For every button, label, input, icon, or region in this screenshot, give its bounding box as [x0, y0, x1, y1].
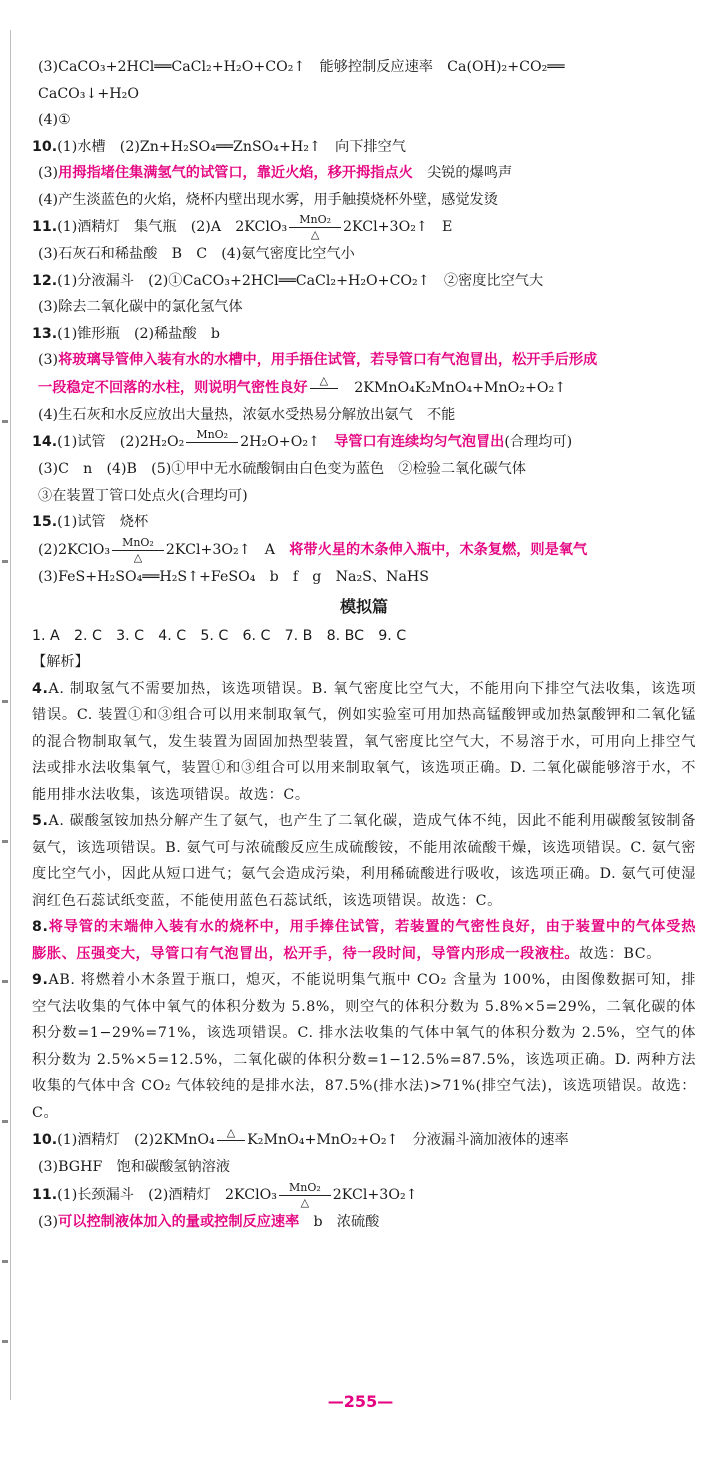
answer-text: 2KCl+3O₂↑ A — [165, 541, 290, 558]
analysis-label: 【解析】 — [32, 654, 89, 670]
highlighted-answer: 可以控制液体加入的量或控制反应速率 — [58, 1213, 300, 1230]
answer-text: (3)CaCO₃+2HCl══CaCl₂+H₂O+CO₂↑ 能够控制反应速率 Ca(OH)₂+CO₂══ — [38, 59, 565, 75]
answer-line — [32, 107, 696, 134]
condition-top: MnO₂ — [289, 213, 341, 228]
answer-line — [32, 54, 696, 81]
answer-text: (3) — [38, 165, 59, 181]
condition-bottom — [310, 389, 338, 402]
condition-bottom — [217, 1141, 245, 1154]
analysis-paragraph — [32, 808, 696, 914]
answer-line — [32, 268, 696, 295]
answer-text: K₂MnO₄+MnO₂+O₂↑ — [414, 379, 567, 396]
question-number: 5. — [32, 813, 49, 829]
answer-line — [32, 187, 696, 214]
question-number: 8. — [32, 919, 49, 935]
answer-text: (3) — [38, 352, 59, 368]
answer-page-content — [32, 54, 696, 1235]
condition-top: MnO₂ — [186, 428, 238, 443]
highlighted-answer: 将导管的末端伸入装有水的烧杯中，用手捧住试管，若装置的气密性良好，由于装置中的气体受热膨胀、压强变大，导管口有气泡冒出，松开手，待一段时间，导管内形成一段液柱。 — [32, 919, 696, 962]
answer-text: ③在装置丁管口处点火(合理均可) — [38, 487, 248, 504]
highlighted-answer: 将玻璃导管伸入装有水的水槽中，用手捂住试管，若导管口有气泡冒出，松开手后形成 — [58, 352, 598, 368]
condition-top: △ — [310, 374, 338, 389]
answer-line — [32, 402, 696, 429]
answer-text: (3)C n (4)B (5)①甲中无水硫酸铜由白色变为蓝色 ②检验二氧化碳气体 — [38, 461, 526, 477]
answer-text: (4)产生淡蓝色的火焰，烧杯内壁出现水雾，用手触摸烧杯外壁，感觉发烫 — [38, 191, 498, 208]
margin-tick — [2, 560, 8, 563]
answer-text: 2H₂O+O₂↑ — [240, 434, 335, 450]
answer-line — [32, 509, 696, 536]
margin-tick — [2, 420, 8, 423]
answer-text: (1)锥形瓶 (2)稀盐酸 b — [57, 325, 220, 342]
analysis-text: 故选：BC。 — [579, 945, 662, 962]
analysis-text: A. 制取氢气不需要加热，该选项错误。B. 氧气密度比空气大，不能用向下排空气法收集，该选项错误。C. 装置①和③组合可以用来制取氧气，例如实验室可用加热高锰酸钾或加热氯酸钾和二氧化锰的混合物制取氧气，发生装置为固固加热型装置，氧气密度比空气大，不易溶于水，可用向上排空气法或排水法收集氧气，装置①和③组合可以用来制取氧气，该选项正确。D. 二氧化碳能够溶于水，不能用排水法收集，该选项错误。故选：C。 — [32, 680, 696, 803]
answer-text: K₂MnO₄+MnO₂+O₂↑ 分液漏斗滴加液体的速率 — [247, 1132, 569, 1148]
answer-line — [32, 1181, 696, 1209]
answer-text: 尖锐的爆鸣声 — [412, 165, 513, 181]
answer-text: (3)FeS+H₂SO₄══H₂S↑+FeSO₄ b f g Na₂S、NaHS — [38, 568, 430, 585]
answer-text: (4)① — [38, 112, 71, 128]
answer-text: (1)试管 (2)2H₂O₂ — [57, 434, 185, 450]
answer-line — [32, 1209, 696, 1236]
answer-line — [32, 1126, 696, 1154]
question-number: 15. — [32, 514, 58, 530]
highlighted-answer: 导管口有连续均匀气泡冒出 — [334, 434, 505, 450]
answer-text: (3) — [38, 1213, 59, 1230]
condition-bottom: △ — [133, 550, 143, 564]
answer-text: CaCO₃↓+H₂O — [38, 85, 139, 102]
choice-answers: 1. A 2. C 3. C 4. C 5. C 6. C 7. B 8. BC 9. C — [32, 627, 407, 644]
answer-line — [32, 321, 696, 348]
answer-line — [32, 241, 696, 268]
answer-line — [32, 456, 696, 483]
margin-tick — [2, 700, 8, 703]
margin-tick — [2, 840, 8, 843]
answer-line — [32, 374, 696, 402]
answer-line — [32, 160, 696, 187]
analysis-paragraph — [32, 967, 696, 1126]
answer-text: (1)水槽 (2)Zn+H₂SO₄══ZnSO₄+H₂↑ 向下排空气 — [57, 138, 406, 155]
answer-text: 2KCl+3O₂↑ — [332, 1186, 418, 1203]
answer-text: (3)BGHF 饱和碳酸氢钠溶液 — [38, 1159, 231, 1175]
answer-text: (1)酒精灯 集气瓶 (2)A 2KClO₃ — [57, 219, 288, 235]
reaction-condition — [217, 1126, 245, 1154]
question-number: 9. — [32, 972, 49, 988]
answer-line — [32, 564, 696, 591]
answer-text: 2KMnO₄ — [340, 379, 415, 396]
answer-line — [32, 81, 696, 108]
answer-text: (1)长颈漏斗 (2)酒精灯 2KClO₃ — [57, 1186, 277, 1203]
answer-text: (3)除去二氧化碳中的氯化氢气体 — [38, 299, 243, 315]
question-number: 14. — [32, 434, 58, 450]
answer-line — [32, 134, 696, 161]
left-margin-marks — [0, 0, 12, 1462]
reaction-condition — [279, 1181, 331, 1209]
question-number: 13. — [32, 325, 58, 342]
highlighted-answer: 将带火星的木条伸入瓶中，木条复燃，则是氧气 — [289, 541, 588, 558]
answer-line — [32, 536, 696, 564]
answer-text: (2)2KClO₃ — [38, 541, 111, 558]
condition-top: MnO₂ — [279, 1181, 331, 1196]
answer-line — [32, 483, 696, 510]
margin-tick — [2, 1120, 8, 1123]
answer-text: b 浓硫酸 — [299, 1213, 380, 1230]
question-number: 11. — [32, 1186, 58, 1203]
question-number: 11. — [32, 219, 58, 235]
reaction-condition — [310, 374, 338, 402]
answer-text: 2KCl+3O₂↑ E — [343, 219, 453, 235]
condition-top: △ — [217, 1126, 245, 1141]
answers-part-2 — [32, 1126, 696, 1235]
margin-tick — [2, 1260, 8, 1263]
highlighted-answer: 用拇指堵住集满氢气的试管口，靠近火焰，移开拇指点火 — [58, 165, 413, 181]
section-title: 模拟篇 — [339, 597, 388, 616]
analysis-text: A. 碳酸氢铵加热分解产生了氨气，也产生了二氧化碳，造成气体不纯，因此不能利用碳酸氢铵制备氨气，该选项错误。B. 氨气可与浓硫酸反应生成硫酸铵，不能用浓硫酸干燥，该选项错误。C. 氨气密度比空气小，因此从短口进气；氨气会造成污染，利用稀硫酸进行吸收，该选项正确。D. 氨气可使湿润红色石蕊试纸变蓝，不能使用蓝色石蕊试纸，该选项错误。故选：C。 — [32, 813, 696, 909]
answer-text: (4)生石灰和水反应放出大量热，浓氨水受热易分解放出氨气 不能 — [38, 406, 456, 423]
question-number: 10. — [32, 1132, 58, 1148]
reaction-condition — [186, 428, 238, 456]
analysis-paragraph — [32, 676, 696, 809]
condition-bottom: △ — [310, 228, 320, 241]
highlighted-answer: 一段稳定不回落的水柱，则说明气密性良好 — [38, 379, 308, 396]
question-number: 10. — [32, 138, 58, 155]
answer-text: (1)分液漏斗 (2)①CaCO₃+2HCl══CaCl₂+H₂O+CO₂↑ ②密度比空气大 — [57, 272, 544, 289]
analysis-paragraphs — [32, 676, 696, 1127]
answer-text: (1)试管 烧杯 — [57, 514, 149, 530]
condition-top: MnO₂ — [112, 536, 164, 551]
condition-bottom — [186, 443, 238, 456]
question-number: 12. — [32, 272, 58, 289]
page-number: —255— — [327, 1392, 394, 1411]
answer-text: (3)石灰石和稀盐酸 B C (4)氨气密度比空气小 — [38, 246, 355, 262]
answer-text: (合理均可) — [504, 434, 573, 450]
answers-part-1 — [32, 54, 696, 590]
margin-tick — [2, 980, 8, 983]
analysis-text: AB. 将燃着小木条置于瓶口，熄灭，不能说明集气瓶中 CO₂ 含量为 100%，由图像数据可知，排空气法收集的气体中氧气的体积分数为 5.8%，则空气的体积分数为 5.8%×5=29%，二氧化碳的体积分数=1−29%=71%，该选项错误。C. 排水法收集的气体中氧气的体积分数为 2.5%，空气的体积分数为 2.5%×5=12.5%，二氧化碳的体积分数=1−12.5%=87.5%，该选项正确。D. 两种方法收集的气体中含 CO₂ 气体较纯的是排水法，87.5%(排水法)>71%(排空气法)，该选项错误。故选：C。 — [32, 972, 696, 1121]
margin-tick — [2, 1340, 8, 1343]
answer-text: (1)酒精灯 (2)2KMnO₄ — [57, 1132, 215, 1148]
reaction-condition — [112, 536, 164, 564]
answer-line — [32, 428, 696, 456]
reaction-condition — [289, 213, 341, 241]
analysis-paragraph — [32, 914, 696, 967]
condition-bottom: △ — [300, 1195, 310, 1209]
answer-line — [32, 347, 696, 374]
answer-line — [32, 294, 696, 321]
answer-line — [32, 213, 696, 241]
answer-line — [32, 1154, 696, 1181]
question-number: 4. — [32, 680, 49, 697]
